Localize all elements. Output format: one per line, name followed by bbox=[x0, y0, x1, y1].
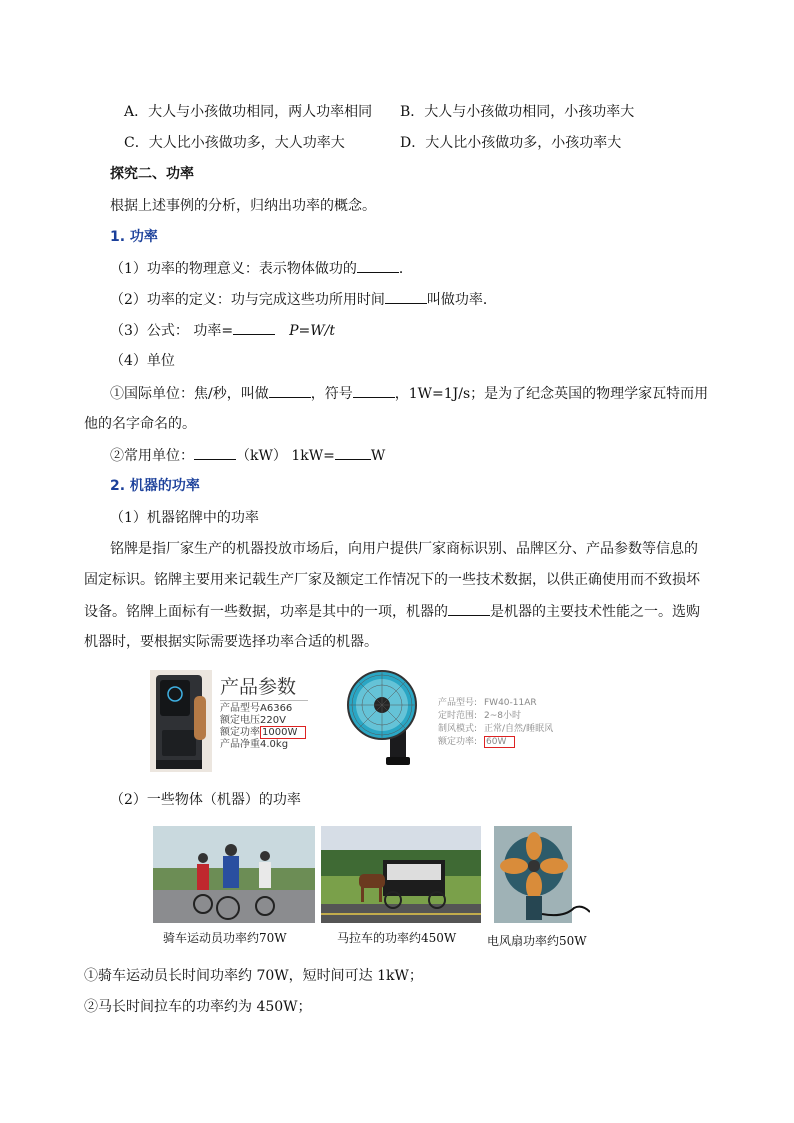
nameplate-value: 60W bbox=[484, 736, 515, 748]
nameplate-title: 产品参数 bbox=[220, 676, 297, 698]
option-d: D．大人比小孩做功多，小孩功率大 bbox=[400, 135, 622, 151]
unit-heading: （4）单位 bbox=[110, 353, 175, 369]
common-unit bbox=[110, 445, 385, 466]
nameplate-value: A6366 bbox=[260, 703, 293, 714]
section-intro: 根据上述事例的分析，归纳出功率的概念。 bbox=[110, 198, 376, 214]
nameplate-value: FW40-11AR bbox=[484, 698, 537, 708]
text: W bbox=[370, 448, 386, 464]
nameplate-key: 额定功率: bbox=[438, 737, 478, 747]
text: ，符号 bbox=[310, 386, 353, 402]
text: ，1W=1J/s；是为了纪念英国的物理学家瓦特而用 bbox=[394, 386, 709, 402]
carriage-caption: 马拉车的功率约450W bbox=[337, 931, 457, 945]
text: ①国际单位：焦/秒，叫做 bbox=[110, 386, 269, 402]
text: （2）功率的定义：功与完成这些功所用时间 bbox=[110, 292, 385, 308]
cyclist-caption: 骑车运动员功率约70W bbox=[163, 931, 287, 945]
nameplate-key: 产品型号: bbox=[438, 698, 478, 708]
divider bbox=[220, 700, 308, 701]
nameplate-sub: （1）机器铭牌中的功率 bbox=[110, 510, 259, 526]
nameplate-row bbox=[438, 697, 553, 710]
text: （3）公式： 功率= bbox=[110, 323, 234, 339]
text: （kW） 1kW= bbox=[236, 448, 335, 464]
fill-blank bbox=[357, 258, 399, 273]
para-line: 铭牌是指厂家生产的机器投放市场后，向用户提供厂家商标识别、品牌区分、产品参数等信息的 bbox=[110, 541, 698, 557]
fact-horse: ②马长时间拉车的功率约为 450W； bbox=[84, 999, 312, 1015]
wall-fan-icon bbox=[346, 667, 426, 767]
power-definition bbox=[110, 289, 497, 310]
fill-blank bbox=[335, 445, 371, 460]
machine-heading: 2. 机器的功率 bbox=[110, 478, 200, 494]
para-line: 机器时，要根据实际需要选择功率合适的机器。 bbox=[84, 634, 378, 650]
nameplate-key: 产品型号 bbox=[220, 703, 260, 714]
si-unit-cont: 他的名字命名的。 bbox=[84, 416, 196, 432]
nameplate-key: 定时范围: bbox=[438, 711, 478, 721]
fill-blank bbox=[448, 601, 490, 616]
nameplate-row bbox=[438, 723, 553, 736]
option-a: A．大人与小孩做功相同，两人功率相同 bbox=[124, 104, 373, 120]
text: 设备。铭牌上面标有一些数据，功率是其中的一项，机器的 bbox=[84, 604, 448, 620]
power-formula bbox=[110, 320, 335, 341]
section-title: 探究二、功率 bbox=[110, 166, 194, 182]
nameplate-value: 220V bbox=[260, 715, 286, 726]
nameplate-key: 额定电压 bbox=[220, 715, 260, 726]
nameplate-row bbox=[220, 739, 306, 751]
option-c: C．大人比小孩做功多，大人功率大 bbox=[124, 135, 345, 151]
formula: P=W/t bbox=[289, 323, 335, 339]
option-b: B．大人与小孩做功相同，小孩功率大 bbox=[400, 104, 635, 120]
fill-blank bbox=[194, 445, 236, 460]
text: 叫做功率． bbox=[426, 292, 497, 308]
para-line: 固定标识。铭牌主要用来记载生产厂家及额定工作情况下的一些技术数据，以供正确使用而不致损坏 bbox=[84, 572, 700, 588]
fill-blank bbox=[385, 289, 427, 304]
carriage-photo bbox=[321, 826, 481, 923]
fan-photo bbox=[494, 826, 590, 923]
text: （1）功率的物理意义：表示物体做功的 bbox=[110, 261, 357, 277]
text: ． bbox=[398, 261, 413, 277]
text: 是机器的主要技术性能之一。选购 bbox=[490, 604, 700, 620]
nameplate-row bbox=[220, 727, 306, 739]
nameplate-row bbox=[220, 703, 306, 715]
nameplate-value: 1000W bbox=[260, 726, 306, 739]
fill-blank bbox=[269, 383, 311, 398]
nameplate-key: 产品净重 bbox=[220, 739, 260, 750]
nameplate-key: 制风模式: bbox=[438, 724, 478, 734]
para-line bbox=[84, 601, 700, 622]
examples-sub: （2）一些物体（机器）的功率 bbox=[110, 792, 301, 808]
fan-nameplate-image bbox=[346, 667, 566, 767]
fact-cyclist: ①骑车运动员长时间功率约 70W，短时间可达 1kW； bbox=[84, 968, 423, 984]
kettle-icon bbox=[150, 670, 212, 772]
nameplate-value: 2~8小时 bbox=[484, 711, 521, 721]
nameplate-rows bbox=[438, 697, 553, 749]
nameplate-row bbox=[438, 736, 553, 749]
cyclist-icon bbox=[153, 826, 315, 923]
cyclist-photo bbox=[153, 826, 315, 923]
si-unit bbox=[110, 383, 708, 404]
fill-blank bbox=[353, 383, 395, 398]
fan-caption: 电风扇功率约50W bbox=[487, 934, 587, 948]
nameplate-rows bbox=[220, 703, 306, 751]
kettle-nameplate-image bbox=[150, 670, 310, 772]
fill-blank bbox=[233, 320, 275, 335]
nameplate-value: 正常/自然/睡眠风 bbox=[484, 724, 554, 734]
nameplate-value: 4.0kg bbox=[260, 739, 289, 750]
horse-carriage-icon bbox=[321, 826, 481, 923]
power-meaning bbox=[110, 258, 413, 279]
text: ②常用单位： bbox=[110, 448, 194, 464]
power-heading: 1. 功率 bbox=[110, 229, 158, 245]
nameplate-row bbox=[438, 710, 553, 723]
nameplate-key: 额定功率 bbox=[220, 727, 260, 738]
electric-fan-icon bbox=[494, 826, 590, 923]
